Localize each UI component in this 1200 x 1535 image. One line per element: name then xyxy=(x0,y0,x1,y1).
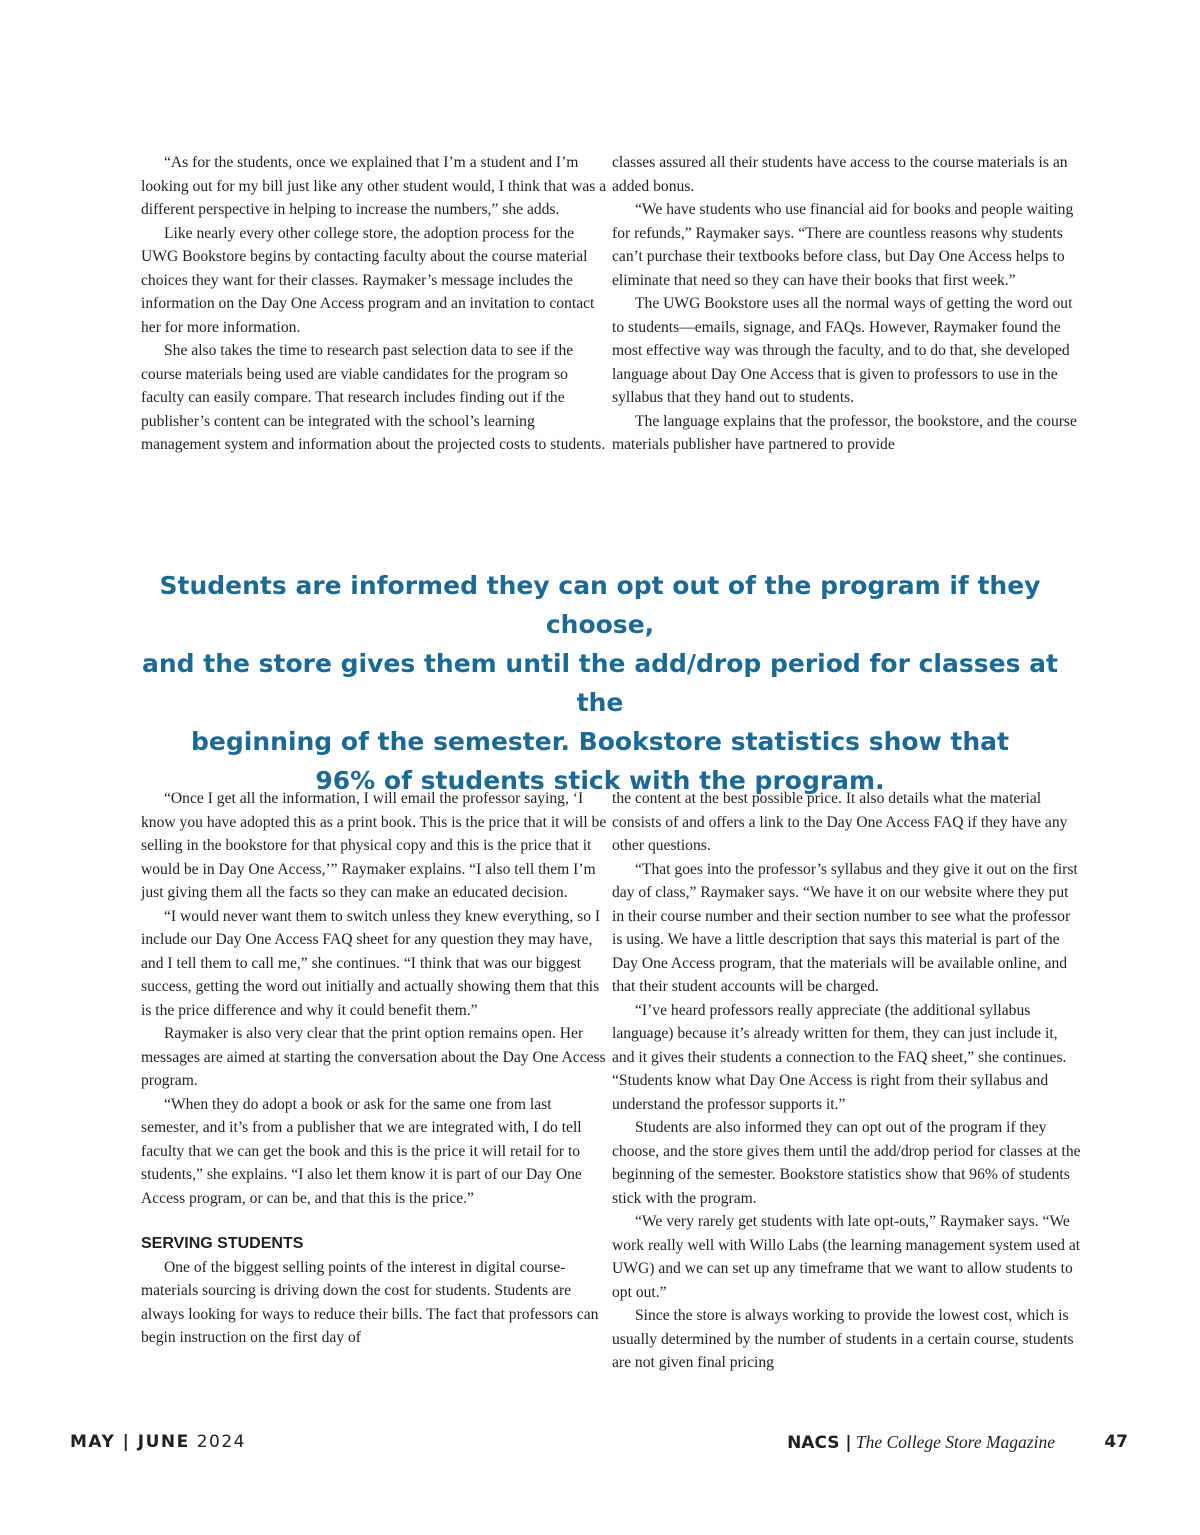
top-left-column xyxy=(141,151,611,457)
issue-year: 2024 xyxy=(196,1432,246,1452)
paragraph: Students are also informed they can opt out of the program if they choose, and the store gives them until the add/drop period for classes at the beginning of the semester. Bookstore statistics show that 96% of students stick with the program. xyxy=(612,1119,1081,1207)
paragraph: Like nearly every other college store, the adoption process for the UWG Bookstore begins by contacting faculty about the course material choices they want for their classes. Raymaker’s message includes the information on the Day One Access program and an invitation to contact her for more information. xyxy=(141,224,595,336)
pull-quote-line: Students are informed they can opt out of the program if they choose, xyxy=(159,571,1041,639)
section-heading: SERVING STUDENTS xyxy=(141,1235,304,1252)
pull-quote-line: and the store gives them until the add/drop period for classes at the xyxy=(141,649,1058,717)
issue-date xyxy=(70,1432,246,1452)
paragraph: “Once I get all the information, I will email the professor saying, ‘I know you have adopted this as a print book. This is the price that it will be selling in the bookstore for that physical copy and this is the price that it would be in Day One Access,’” Raymaker explains. “I also tell them I’m just giving them all the facts so they can make an educated decision. xyxy=(141,790,607,901)
pull-quote-line: 96% of students stick with the program. xyxy=(315,766,885,795)
paragraph: “I would never want them to switch unless they knew everything, so I include our Day One Access FAQ sheet for any question they may have, and I tell them to call me,” she continues. “I think that was our biggest success, getting the word out initially and actually showing them that this is the price difference and why it could benefit them.” xyxy=(141,907,601,1019)
paragraph: “We very rarely get students with late opt-outs,” Raymaker says. “We work really well with Willo Labs (the learning management system used at UWG) and we can set up any timeframe that we want to allow students to opt out.” xyxy=(612,1213,1081,1301)
paragraph: The language explains that the professor, the bookstore, and the course materials publisher have partnered to provide xyxy=(612,412,1077,453)
paragraph: One of the biggest selling points of the interest in digital course-materials sourcing is driving down the cost for students. Students are always looking for ways to reduce their bills. The fact that professors can begin instruction on the first day of xyxy=(141,1258,599,1346)
paragraph: She also takes the time to research past selection data to see if the course materials being used are viable candidates for the program so faculty can easily compare. That research includes finding out if the publisher’s content can be integrated with the school’s learning management system and information about the projected costs to students. xyxy=(141,342,606,453)
page-number: 47 xyxy=(1104,1432,1128,1452)
paragraph: The UWG Bookstore uses all the normal ways of getting the word out to students—emails, signage, and FAQs. However, Raymaker found the most effective way was through the faculty, and to do that, she developed language about Day One Access that is given to professors to use in the syllabus that they hand out to students. xyxy=(612,295,1073,406)
paragraph: “When they do adopt a book or ask for the same one from last semester, and it’s from a publisher that we are integrated with, I do tell faculty that we can get the book and this is the price it will retail for to students,” she explains. “I also let them know it is part of our Day One Access program, or can be, and that this is the price.” xyxy=(141,1095,582,1207)
paragraph: Since the store is always working to provide the lowest cost, which is usually determined by the number of students in a certain course, students are not given final pricing xyxy=(612,1307,1074,1371)
paragraph: “As for the students, once we explained that I’m a student and I’m looking out for my bill just like any other student would, I think that was a different perspective in helping to increase the numbers,” she adds. xyxy=(141,154,607,218)
publication-name xyxy=(787,1432,1055,1453)
bottom-left-column xyxy=(141,787,611,1350)
paragraph: “That goes into the professor’s syllabus and they give it out on the first day of class,” Raymaker says. “We have it on our website where they put in their course number and their section number to see what the professor is using. We have a little description that says this material is part of the Day One Access program, that the materials will be available online, and that their student accounts will be charged. xyxy=(612,860,1078,995)
pull-quote-line: beginning of the semester. Bookstore statistics show that xyxy=(191,727,1009,756)
paragraph-continuation: the content at the best possible price. It also details what the material consists of and offers a link to the Day One Access FAQ if they have any other questions. xyxy=(612,790,1068,854)
paragraph: “I’ve heard professors really appreciate (the additional syllabus language) because it’s already written for them, they can just include it, and it gives their students a connection to the FAQ sheet,” she continues. “Students know what Day One Access is right from their syllabus and understand the professor supports it.” xyxy=(612,1001,1067,1113)
issue-month: MAY | JUNE xyxy=(70,1432,190,1452)
publisher-name: NACS | xyxy=(787,1433,852,1453)
paragraph-continuation: classes assured all their students have access to the course materials is an added bonus. xyxy=(612,154,1068,195)
pull-quote xyxy=(120,566,1080,800)
magazine-title: The College Store Magazine xyxy=(855,1432,1055,1452)
paragraph: “We have students who use financial aid for books and people waiting for refunds,” Raymaker says. “There are countless reasons why students can’t purchase their textbooks before class, but Day One Access helps to eliminate that need so they can have their books that first week.” xyxy=(612,201,1074,289)
paragraph: Raymaker is also very clear that the print option remains open. Her messages are aimed at starting the conversation about the Day One Access program. xyxy=(141,1025,606,1089)
bottom-right-column xyxy=(612,787,1082,1375)
top-right-column xyxy=(612,151,1082,457)
